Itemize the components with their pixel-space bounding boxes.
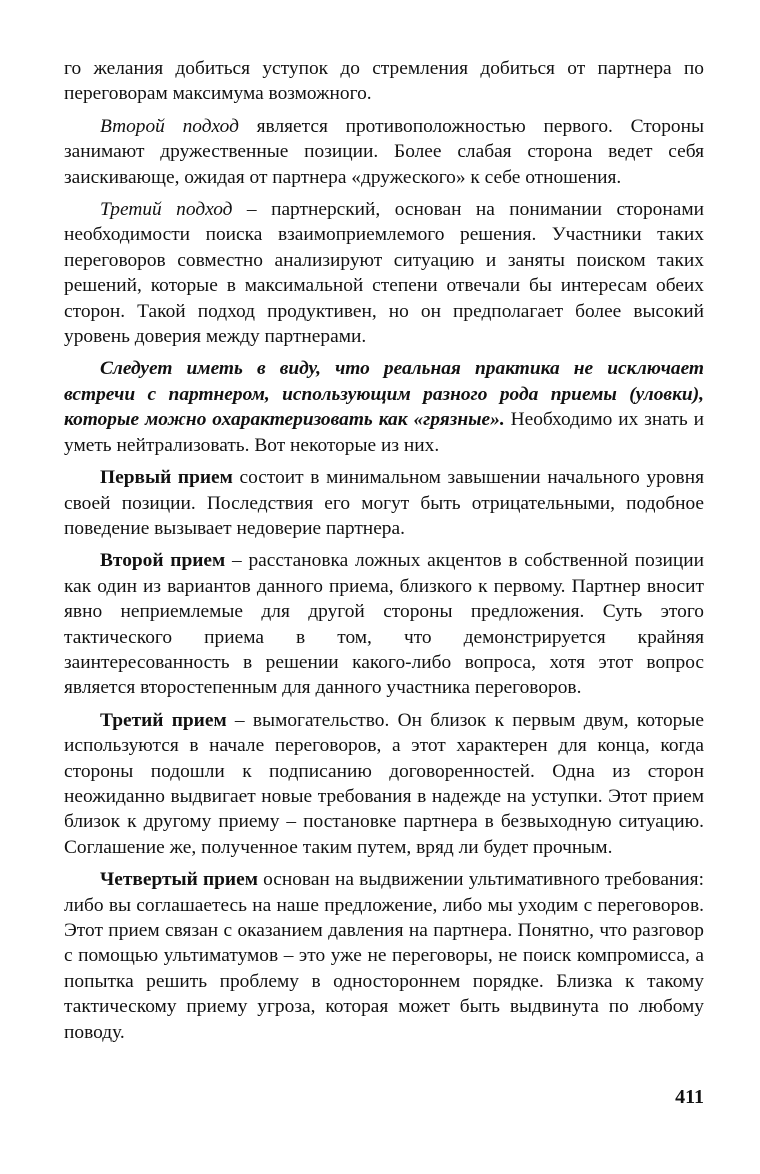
paragraph-dirty-tricks-note	[64, 356, 704, 458]
paragraph-text: го желания добиться уступок до стремления добиться от партнера по переговорам максимума возможного.	[64, 58, 704, 105]
paragraph-third-approach	[64, 197, 704, 349]
paragraph-second-approach	[64, 114, 704, 190]
paragraph-text: Необходимо их знать и уметь нейтрализовать. Вот некоторые из них.	[64, 409, 704, 456]
paragraph-text: состоит в минимальном завышении начального уровня своей позиции. Последствия его могут быть отрицательными, подобное поведение вызывает недоверие партнера.	[64, 467, 704, 539]
paragraph-lead-bold: Третий прием	[100, 709, 227, 731]
paragraph-text: – расстановка ложных акцентов в собственной позиции как один из вариантов данного приема, близкого к первому. Партнер вносит явно неприемлемые для другой стороны предложения. Суть этого тактического приема в том, что демонстрируется крайняя заинтересованность в решении какого-либо вопроса, хотя этот вопрос является второстепенным для данного участника переговоров.	[64, 550, 704, 699]
paragraph-lead-bold: Первый прием	[100, 467, 233, 489]
paragraph-first-trick	[64, 465, 704, 541]
paragraph-second-trick	[64, 548, 704, 700]
paragraph-third-trick	[64, 708, 704, 860]
paragraph-fourth-trick	[64, 867, 704, 1045]
paragraph-text: является противоположностью первого. Стороны занимают дружественные позиции. Более слабая сторона ведет себя заискивающе, ожидая от партнера «дружеского» к себе отношения.	[64, 115, 704, 188]
paragraph-lead-bold: Четвертый прием	[100, 869, 258, 891]
paragraph-lead-bold: Второй прием	[100, 550, 226, 572]
paragraph-lead-bold-italic: Следует иметь в виду, что реальная практика не исключает встречи с партнером, использующим разного рода приемы (уловки), которые можно охарактеризовать как «грязные».	[64, 358, 704, 431]
paragraph-text: – вымогательство. Он близок к первым двум, которые используются в начале переговоров, а этот характерен для конца, когда стороны подошли к подписанию договоренностей. Одна из сторон неожиданно выдвигает новые требования в надежде на уступки. Этот прием близок к другому приему – постановке партнера в безвыходную ситуацию. Соглашение же, полученное таким путем, вряд ли будет прочным.	[64, 709, 705, 858]
page-number: 411	[675, 1086, 704, 1108]
paragraph-text: основан на выдвижении ультимативного требования: либо вы соглашаетесь на наше предложение, либо мы уходим с переговоров. Этот прием связан с оказанием давления на партнера. Понятно, что разговор с помощью ультиматумов – это уже не переговоры, не поиск компромисса, а попытка решить проблему в одностороннем порядке. Близка к такому тактическому приему угроза, которая может быть выдвинута по любому поводу.	[64, 869, 704, 1043]
paragraph-lead-italic: Третий подход	[100, 199, 233, 221]
paragraph-text: – партнерский, основан на понимании сторонами необходимости поиска взаимоприемлемого решения. Участники таких переговоров совместно анализируют ситуацию и заняты поиском таких решений, которые в максимальной степени отвечали бы интересам обеих сторон. Такой подход продуктивен, но он предполагает более высокий уровень доверия между партнерами.	[64, 199, 704, 348]
paragraph-continuation	[64, 56, 704, 107]
paragraph-lead-italic: Второй подход	[100, 115, 239, 137]
